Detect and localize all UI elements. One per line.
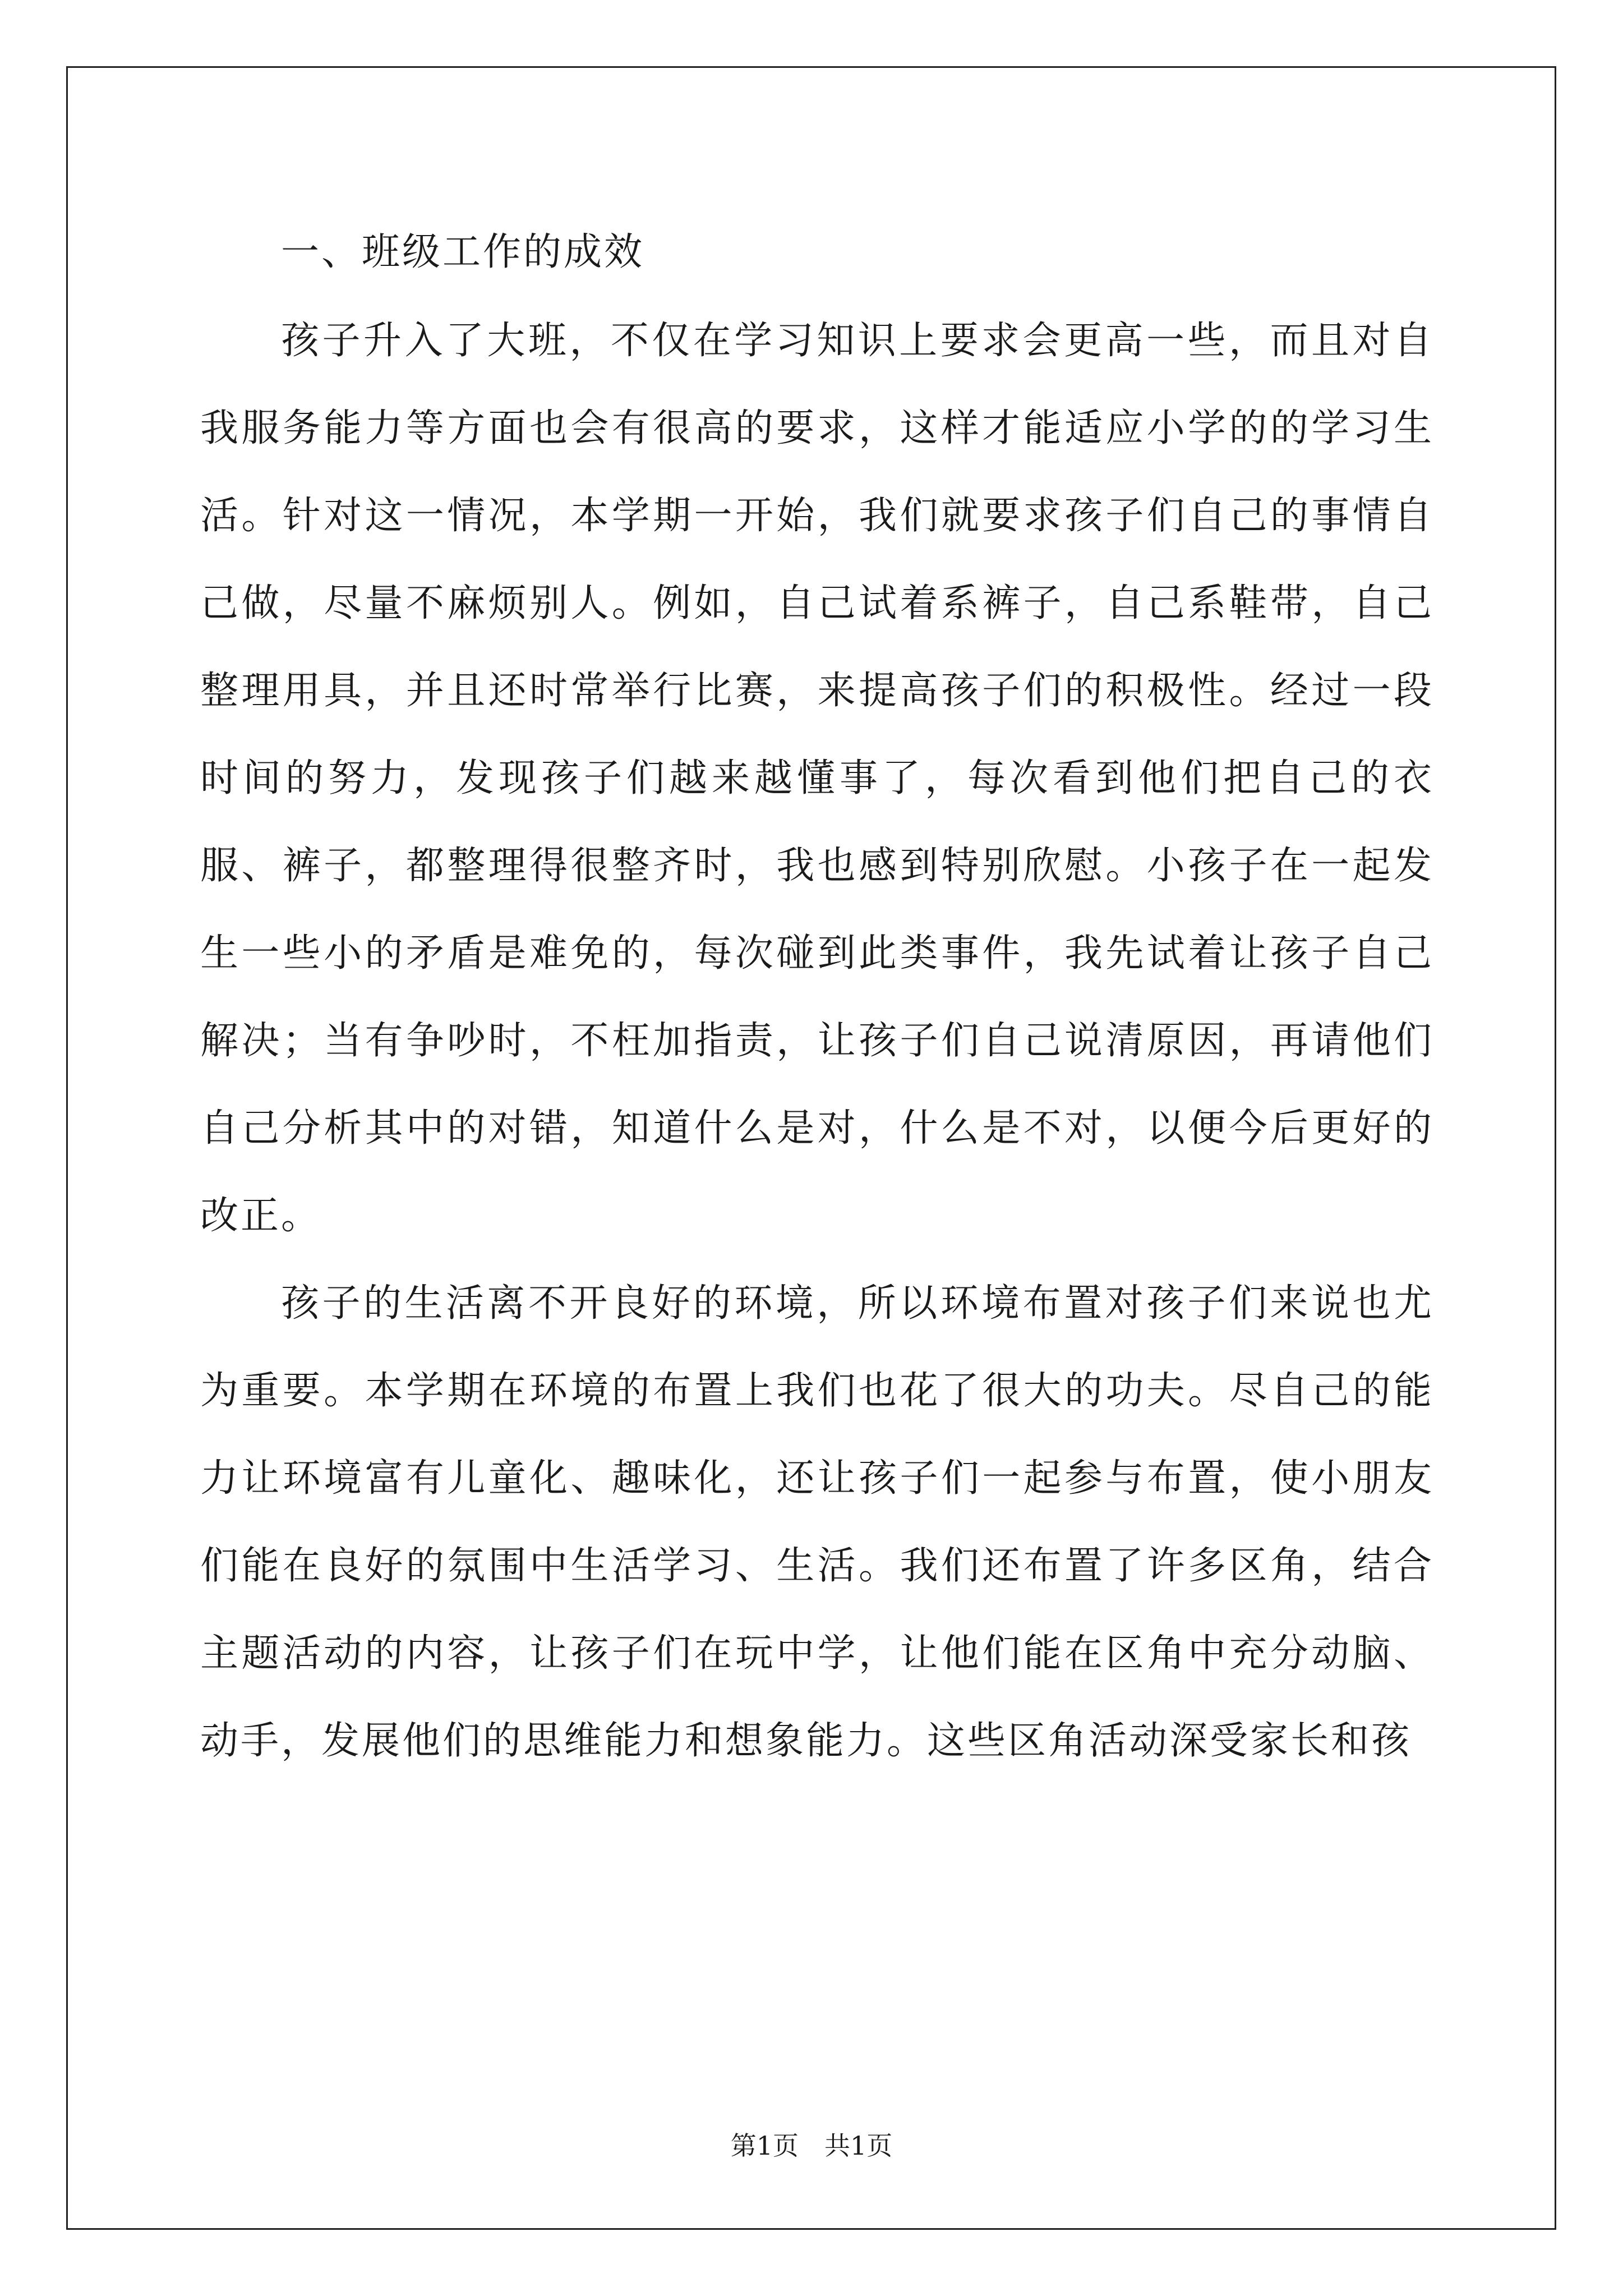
section-heading: 一、班级工作的成效 [281, 230, 645, 274]
page-footer: 第1页 共1页 [730, 2131, 893, 2161]
paragraph-2: 孩子的生活离不开良好的环境，所以环境布置对孩子们来说也尤为重要。本学期在环境的布置上我们也花了很大的功夫。尽自己的能力让环境富有儿童化、趣味化，还让孩子们一起参与布置，使小朋友们能在良好的氛围中生活学习、生活。我们还布置了许多区角，结合主题活动的内容，让孩子们在玩中学，让他们能在区角中充分动脑、动手，发展他们的思维能力和想象能力。这些区角活动深受家长和孩 [200, 1281, 1434, 1763]
paragraph-1: 孩子升入了大班，不仅在学习知识上要求会更高一些，而且对自我服务能力等方面也会有很高的要求，这样才能适应小学的的学习生活。针对这一情况，本学期一开始，我们就要求孩子们自己的事情自己做，尽量不麻烦别人。例如，自己试着系裤子，自己系鞋带，自己整理用具，并且还时常举行比赛，来提高孩子们的积极性。经过一段时间的努力，发现孩子们越来越懂事了，每次看到他们把自己的衣服、裤子，都整理得很整齐时，我也感到特别欣慰。小孩子在一起发生一些小的矛盾是难免的，每次碰到此类事件，我先试着让孩子自己解决；当有争吵时，不枉加指责，让孩子们自己说清原因，再请他们自己分析其中的对错，知道什么是对，什么是不对，以便今后更好的改正。 [200, 319, 1434, 1238]
document-body [200, 208, 1434, 1785]
